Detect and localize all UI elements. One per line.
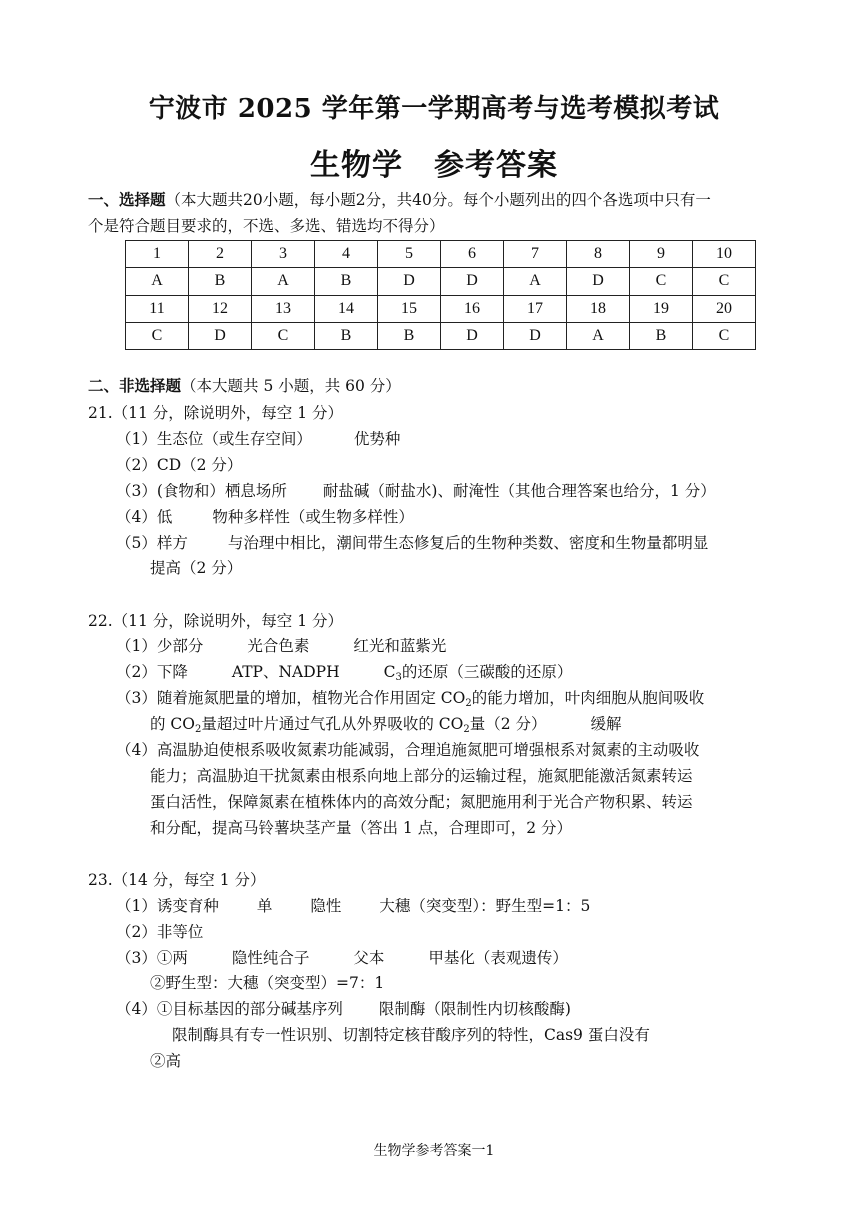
q21-5a: （5）样方 bbox=[116, 534, 188, 552]
table-cell: 10 bbox=[693, 241, 756, 268]
q23-answer-2: （2）非等位 bbox=[116, 923, 204, 941]
table-cell: B bbox=[315, 322, 378, 349]
table-cell: 4 bbox=[315, 241, 378, 268]
q21-answer-3 bbox=[116, 481, 716, 501]
q22-1b: 光合色素 bbox=[247, 637, 310, 655]
q23-1b: 单 bbox=[256, 897, 273, 915]
q23-3b: 隐性纯合子 bbox=[231, 949, 310, 967]
table-cell: C bbox=[693, 268, 756, 295]
q22-answer-1 bbox=[116, 636, 446, 656]
q23-answer-3 bbox=[116, 948, 568, 968]
table-cell: 3 bbox=[252, 241, 315, 268]
table-cell: D bbox=[504, 322, 567, 349]
q23-answer-1 bbox=[116, 896, 590, 916]
q21-answer-5-cont: 提高（2 分） bbox=[150, 559, 243, 577]
q23-answer-4-part2: ②高 bbox=[150, 1052, 182, 1070]
table-cell: 7 bbox=[504, 241, 567, 268]
q23-3a: （3）①两 bbox=[116, 949, 188, 967]
question-number-row bbox=[126, 241, 756, 268]
part1-intro bbox=[88, 190, 711, 210]
q22-3b-sub1: 2 bbox=[195, 724, 202, 735]
q22-3b-tail: 缓解 bbox=[590, 715, 622, 733]
table-cell: D bbox=[378, 268, 441, 295]
table-cell: C bbox=[630, 268, 693, 295]
question-number-row bbox=[126, 295, 756, 322]
q22-2c-sub: 3 bbox=[395, 672, 402, 683]
q22-answer-3-cont bbox=[150, 714, 622, 734]
q23-3c: 父本 bbox=[353, 949, 385, 967]
q22-2c-post: 的还原（三碳酸的还原） bbox=[401, 663, 573, 681]
table-cell: D bbox=[567, 268, 630, 295]
q22-answer-4-line2: 能力；高温胁迫干扰氮素由根系向地上部分的运输过程，施氮肥能激活氮素转运 bbox=[150, 767, 693, 785]
answer-row bbox=[126, 322, 756, 349]
q21-1a: （1）生态位（或生存空间） bbox=[116, 430, 312, 448]
table-cell: 5 bbox=[378, 241, 441, 268]
table-cell: A bbox=[252, 268, 315, 295]
table-cell: C bbox=[126, 322, 189, 349]
answer-row bbox=[126, 268, 756, 295]
table-cell: A bbox=[504, 268, 567, 295]
q22-3b-post: 量（2 分） bbox=[469, 715, 547, 733]
part2-heading: 二、非选择题 bbox=[88, 376, 182, 395]
q21-answer-2: （2）CD（2 分） bbox=[116, 456, 243, 474]
answer-table bbox=[125, 240, 756, 350]
table-cell: 8 bbox=[567, 241, 630, 268]
table-cell: C bbox=[693, 322, 756, 349]
q22-2a: （2）下降 bbox=[116, 663, 188, 681]
q23-header: 23.（14 分，每空 1 分） bbox=[88, 871, 266, 889]
table-cell: B bbox=[630, 322, 693, 349]
q21-answer-1 bbox=[116, 429, 400, 449]
table-cell: B bbox=[315, 268, 378, 295]
table-cell: 14 bbox=[315, 295, 378, 322]
q22-3a-sub: 2 bbox=[465, 698, 472, 709]
q21-answer-5 bbox=[116, 533, 708, 553]
exam-subtitle: 生物学 参考答案 bbox=[310, 148, 558, 183]
q23-1c: 隐性 bbox=[310, 897, 342, 915]
q22-3b-mid: 量超过叶片通过气孔从外界吸收的 CO bbox=[201, 715, 464, 733]
q22-answer-4-line4: 和分配，提高马铃薯块茎产量（答出 1 点，合理即可，2 分） bbox=[150, 819, 573, 837]
table-cell: 15 bbox=[378, 295, 441, 322]
table-cell: 19 bbox=[630, 295, 693, 322]
q21-4b: 物种多样性（或生物多样性） bbox=[212, 508, 414, 526]
q23-4a: （4）①目标基因的部分碱基序列 bbox=[116, 1000, 343, 1018]
q22-3b-sub2: 2 bbox=[463, 724, 470, 735]
q22-2c-pre: C bbox=[383, 663, 396, 681]
q22-answer-2 bbox=[116, 662, 572, 682]
q21-4a: （4）低 bbox=[116, 508, 173, 526]
table-cell: B bbox=[378, 322, 441, 349]
part2-desc: （本大题共 5 小题，共 60 分） bbox=[181, 377, 401, 395]
q22-header: 22.（11 分，除说明外，每空 1 分） bbox=[88, 612, 344, 630]
part1-desc-2: 个是符合题目要求的，不选、多选、错选均不得分） bbox=[88, 217, 445, 235]
q22-3a-pre: （3）随着施氮肥量的增加，植物光合作用固定 CO bbox=[116, 689, 466, 707]
part2-intro bbox=[88, 376, 401, 396]
q22-1a: （1）少部分 bbox=[116, 637, 204, 655]
table-cell: 12 bbox=[189, 295, 252, 322]
table-cell: 20 bbox=[693, 295, 756, 322]
table-cell: D bbox=[441, 322, 504, 349]
table-cell: 9 bbox=[630, 241, 693, 268]
q22-answer-4: （4）高温胁迫使根系吸收氮素功能减弱，合理追施氮肥可增强根系对氮素的主动吸收 bbox=[116, 741, 700, 759]
q22-2c bbox=[384, 663, 573, 681]
table-cell: A bbox=[126, 268, 189, 295]
q22-answer-3 bbox=[116, 688, 704, 708]
table-cell: D bbox=[189, 322, 252, 349]
q22-answer-4-line3: 蛋白活性，保障氮素在植株体内的高效分配；氮肥施用利于光合产物积累、转运 bbox=[150, 793, 693, 811]
q21-3a: （3）(食物和）栖息场所 bbox=[116, 482, 287, 500]
table-cell: 6 bbox=[441, 241, 504, 268]
table-cell: 13 bbox=[252, 295, 315, 322]
q21-answer-4 bbox=[116, 507, 414, 527]
table-cell: 18 bbox=[567, 295, 630, 322]
q21-3b: 耐盐碱（耐盐水)、耐淹性（其他合理答案也给分，1 分） bbox=[322, 482, 716, 500]
q23-3d: 甲基化（表观遗传） bbox=[428, 949, 568, 967]
table-cell: A bbox=[567, 322, 630, 349]
table-cell: 16 bbox=[441, 295, 504, 322]
q21-header: 21.（11 分，除说明外，每空 1 分） bbox=[88, 404, 344, 422]
part1-desc-1: （本大题共20小题，每小题2分，共40分。每个小题列出的四个各选项中只有一 bbox=[165, 191, 711, 209]
table-cell: 17 bbox=[504, 295, 567, 322]
q22-3b-pre: 的 CO bbox=[150, 715, 195, 733]
table-cell: 11 bbox=[126, 295, 189, 322]
q23-1a: （1）诱变育种 bbox=[116, 897, 219, 915]
q21-5b: 与治理中相比，潮间带生态修复后的生物种类数、密度和生物量都明显 bbox=[227, 534, 709, 552]
table-cell: C bbox=[252, 322, 315, 349]
q22-2b: ATP、NADPH bbox=[231, 663, 340, 681]
table-cell: B bbox=[189, 268, 252, 295]
exam-title: 宁波市 2025 学年第一学期高考与选考模拟考试 bbox=[148, 94, 720, 124]
part1-heading: 一、选择题 bbox=[88, 190, 166, 209]
page-footer: 生物学参考答案一1 bbox=[373, 1143, 495, 1159]
q21-1b: 优势种 bbox=[353, 430, 401, 448]
table-cell: D bbox=[441, 268, 504, 295]
q23-answer-3-part2: ②野生型：大穗（突变型）=7：1 bbox=[150, 974, 385, 992]
q22-3a-post: 的能力增加，叶肉细胞从胞间吸收 bbox=[471, 689, 705, 707]
q23-answer-4 bbox=[116, 999, 571, 1019]
table-cell: 2 bbox=[189, 241, 252, 268]
q23-1d: 大穗（突变型）：野生型=1：5 bbox=[379, 897, 591, 915]
q23-4b: 限制酶（限制性内切核酸酶) bbox=[378, 1000, 571, 1018]
q23-answer-4-explain: 限制酶具有专一性识别、切割特定核苷酸序列的特性，Cas9 蛋白没有 bbox=[172, 1026, 650, 1044]
table-cell: 1 bbox=[126, 241, 189, 268]
q22-1c: 红光和蓝紫光 bbox=[353, 637, 447, 655]
